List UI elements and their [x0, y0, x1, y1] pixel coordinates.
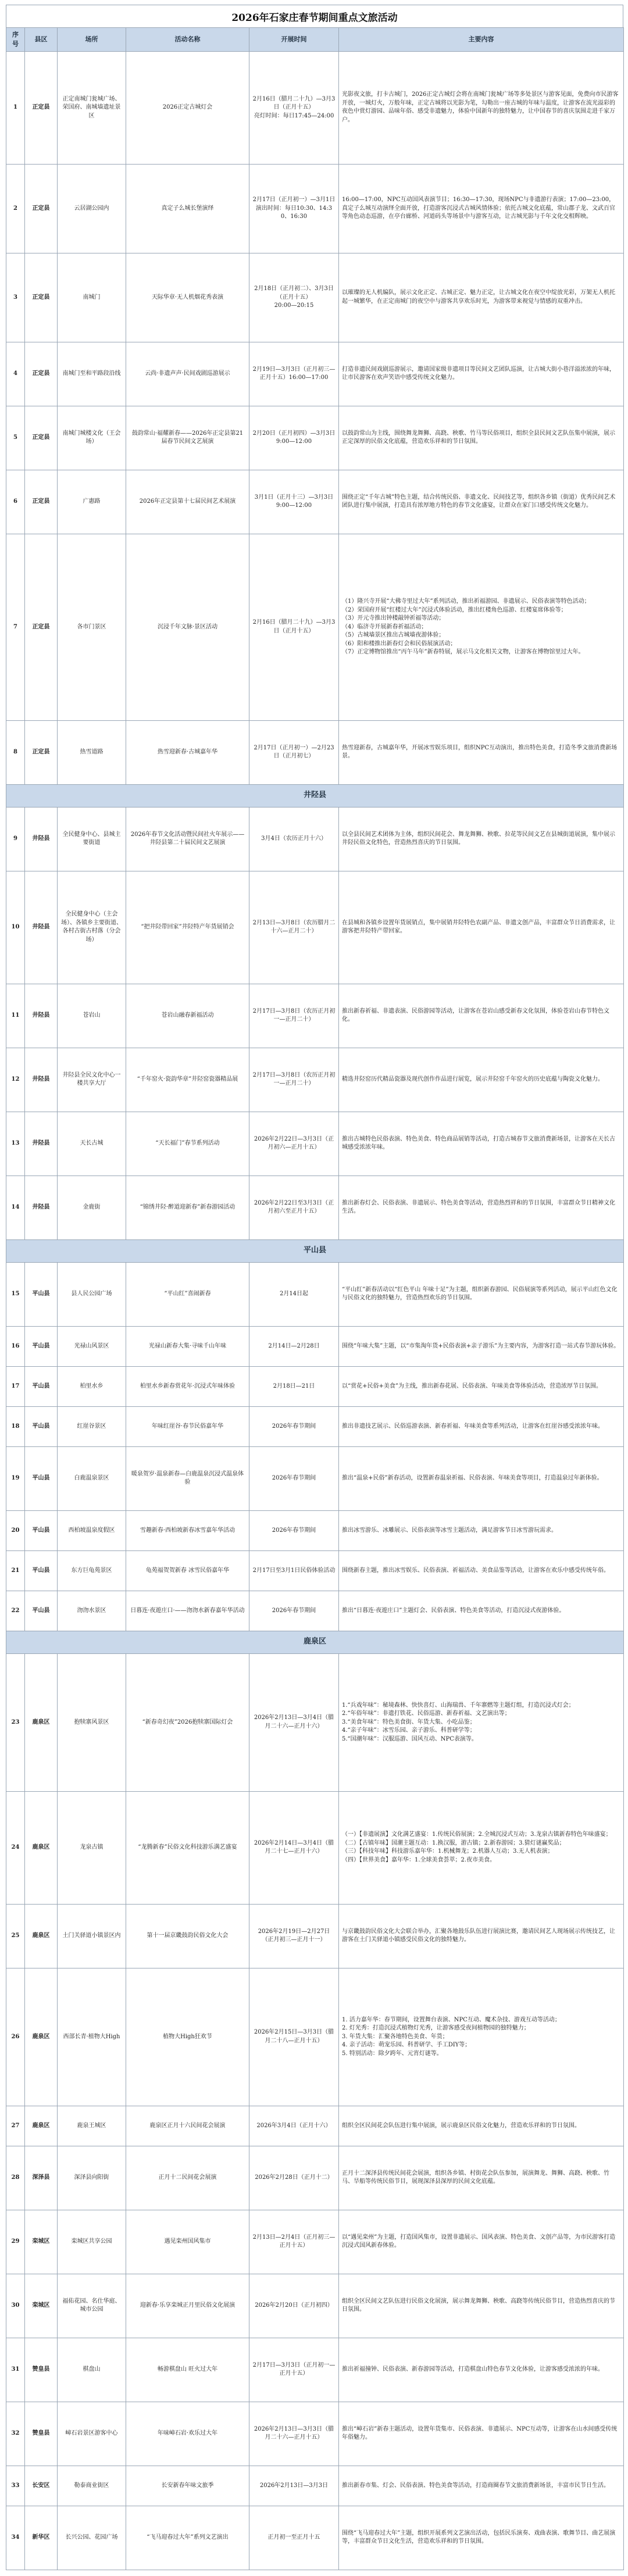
row-time: 2月16日（腊月二十九）—3月3日（正月十五） [249, 534, 339, 720]
row-time: 2月16日（腊月二十九）—3月3日（正月十五） 亮灯时间：每日17:45—24:00 [249, 51, 339, 164]
row-activity-name: 龟苑福贺贺新春 冰雪民俗嘉年华 [126, 1550, 249, 1591]
row-index: 7 [6, 534, 25, 720]
row-time: 2月17日（正月初一）—3月1日 演出时间：每日10:30、14:30、16:30 [249, 164, 339, 253]
table-row [6, 1262, 624, 1326]
row-county: 平山县 [25, 1406, 58, 1446]
table-row [6, 871, 624, 984]
row-county: 平山县 [25, 1446, 58, 1510]
table-row [6, 1550, 624, 1591]
row-activity-name: 暖泉贺岁·温泉新春—白鹿温泉沉浸式温泉体验 [126, 1446, 249, 1510]
row-index: 12 [6, 1048, 25, 1112]
table-header-row [6, 28, 624, 52]
row-venue: 苍岩山 [58, 984, 126, 1048]
row-county: 平山县 [25, 1262, 58, 1326]
row-county: 平山县 [25, 1366, 58, 1406]
row-venue: 正定南城门瓮城广场、荣国府、南城墙遗址景区 [58, 51, 126, 164]
row-venue: 南城门至和平路段沿线 [58, 342, 126, 406]
row-index: 14 [6, 1176, 25, 1239]
row-venue: 南城门 [58, 253, 126, 342]
row-time: 2026年2月28日（正月十二） [249, 2146, 339, 2210]
row-venue: 深泽县向阳街 [58, 2146, 126, 2210]
row-venue: 广惠路 [58, 470, 126, 534]
row-venue: 天长古城 [58, 1112, 126, 1176]
table-row [6, 1510, 624, 1550]
row-content: 推出新春祈福、非遗表演、民俗游园等活动，让游客在苍岩山感受新春文化氛围，体验苍岩山春节特色文化。 [339, 984, 624, 1048]
table-row [6, 1366, 624, 1406]
table-row [6, 164, 624, 253]
row-index: 31 [6, 2338, 25, 2402]
table-row [6, 2506, 624, 2570]
row-index: 25 [6, 1904, 25, 1968]
row-time: 2月17日至3月1日民俗体验活动 [249, 1550, 339, 1591]
row-index: 33 [6, 2466, 25, 2506]
row-activity-name: 植物大High狂欢节 [126, 1968, 249, 2106]
row-content: 推出祈福撞钟、民俗表演、新春游园等活动，打造棋盘山特色春节文化体验，让游客感受浓浓的年味。 [339, 2338, 624, 2402]
row-activity-name: 鼓韵常山·福耀新春——2026年正定县第21届春节民间文艺展演 [126, 406, 249, 470]
row-venue: 井陉县全民文化中心一楼共享大厅 [58, 1048, 126, 1112]
row-activity-name: “新春奇幻夜”2026抱犊寨国际灯会 [126, 1653, 249, 1791]
row-index: 17 [6, 1366, 25, 1406]
row-time: 2026年春节期间 [249, 1446, 339, 1510]
row-county: 正定县 [25, 470, 58, 534]
header-venue: 场所 [58, 28, 126, 52]
row-index: 20 [6, 1510, 25, 1550]
row-activity-name: “龙腾新春”民俗文化科技游乐满艺盛宴 [126, 1791, 249, 1904]
row-activity-name: 日暮连·夜遊庄口·——沕沕水新春嘉年华活动 [126, 1591, 249, 1631]
row-index: 16 [6, 1326, 25, 1366]
row-venue: 鹿泉王城区 [58, 2106, 126, 2146]
table-row [6, 2338, 624, 2402]
table-row [6, 1446, 624, 1510]
row-content: 光影夜文旅，打卡古城门，2026正定古城灯会将在南城门瓮城广场等多处景区与游客见面，免费向市民游客开放，一城灯火，万般年味，正定古城将以光影为笔，勾勒出一座古城的年味与温度，让游客在流光溢彩的夜色中赏灯游园、品味年俗、感受非遗魅力，体验中国新年的独特魅力，让中国春节的喜庆氛围走进千家万户。 [339, 51, 624, 164]
row-activity-name: 鹿泉区正月十六民间花会展演 [126, 2106, 249, 2146]
row-county: 深泽县 [25, 2146, 58, 2210]
row-county: 正定县 [25, 51, 58, 164]
section-title: 井陉县 [6, 784, 624, 807]
row-activity-name: “天长福门”春节系列活动 [126, 1112, 249, 1176]
row-content: 围绕“飞马迎春过大年”主题，组织开展系列文艺演出活动，包括民乐演奏、戏曲表演、歌舞节目、曲艺展演等，丰富群众节日文化生活，营造欢乐祥和的节日氛围。 [339, 2506, 624, 2570]
row-county: 平山县 [25, 1326, 58, 1366]
row-index: 5 [6, 406, 25, 470]
table-row [6, 2402, 624, 2466]
row-activity-name: 柏里水乡新春赏花年·沉浸式年味体验 [126, 1366, 249, 1406]
row-venue: 西部长青·植物大High [58, 1968, 126, 2106]
row-county: 长安区 [25, 2466, 58, 2506]
row-county: 平山县 [25, 1510, 58, 1550]
table-row [6, 2106, 624, 2146]
row-county: 赞皇县 [25, 2402, 58, 2466]
row-venue: 柏里水乡 [58, 1366, 126, 1406]
row-activity-name: “把井陉带回家”井陉特产年货展销会 [126, 871, 249, 984]
row-venue: 棋盘山 [58, 2338, 126, 2402]
row-activity-name: 云尚·非遗声声·民间戏剧巡游展示 [126, 342, 249, 406]
row-venue: 长兴公园、花园广场 [58, 2506, 126, 2570]
row-index: 8 [6, 720, 25, 784]
row-activity-name: 光禄山新春大集·寻味千山年味 [126, 1326, 249, 1366]
row-venue: 光禄山风景区 [58, 1326, 126, 1366]
row-county: 正定县 [25, 342, 58, 406]
row-index: 9 [6, 807, 25, 871]
header-idx: 序号 [6, 28, 25, 52]
row-index: 1 [6, 51, 25, 164]
row-activity-name: “平山红”喜闹新春 [126, 1262, 249, 1326]
row-content: 热雪迎新春，古城嘉年华，开展冰雪娱乐项目，组织NPC互动演出，推出特色美食，打造冬季文旅消费新场景。 [339, 720, 624, 784]
row-activity-name: 年味嶂石岩·欢乐过大年 [126, 2402, 249, 2466]
row-venue: 土门关驿道小镇景区内 [58, 1904, 126, 1968]
row-content: 精选井陉窑历代精品瓷器及现代创作作品进行展览，展示井陉窑千年窑火的历史底蕴与陶瓷文化魅力。 [339, 1048, 624, 1112]
row-time: 2月19日—3月3日（正月初三—正月十五）16:00—17:00 [249, 342, 339, 406]
row-time: 2026年春节期间 [249, 1510, 339, 1550]
table-row [6, 807, 624, 871]
row-activity-name: 畅游棋盘山 旺火过大年 [126, 2338, 249, 2402]
row-index: 24 [6, 1791, 25, 1904]
row-content: 正月十二深泽县传统民间花会展演，组织各乡镇、村街花会队伍参加，展演舞龙、舞狮、高跷、秧歌、竹马、旱船等传统民俗节目，展现深泽县深厚的民间文化底蕴。 [339, 2146, 624, 2210]
row-index: 28 [6, 2146, 25, 2210]
section-title: 鹿泉区 [6, 1631, 624, 1653]
row-index: 15 [6, 1262, 25, 1326]
row-county: 井陉县 [25, 807, 58, 871]
row-activity-name: 沉浸千年文脉·景区活动 [126, 534, 249, 720]
row-county: 正定县 [25, 534, 58, 720]
table-row [6, 1904, 624, 1968]
row-content: 组织全区民间文艺队伍进行民俗文化展演，展示舞龙舞狮、秧歌、高跷等传统民俗节目，营造热烈喜庆的节日氛围。 [339, 2274, 624, 2338]
row-activity-name: 天际华章·无人机烟花秀表演 [126, 253, 249, 342]
row-venue: 抱犊寨风景区 [58, 1653, 126, 1791]
row-county: 鹿泉区 [25, 1904, 58, 1968]
row-time: 2026年2月15日—3月3日（腊月二十八—正月十五） [249, 1968, 339, 2106]
table-row [6, 1176, 624, 1239]
row-county: 鹿泉区 [25, 1653, 58, 1791]
row-venue: 西柏坡温泉度假区 [58, 1510, 126, 1550]
row-time: 3月4日（农历正月十六） [249, 807, 339, 871]
row-time: 2026年3月4日（正月十六） [249, 2106, 339, 2146]
row-county: 平山县 [25, 1591, 58, 1631]
row-activity-name: 苍岩山融春新福活动 [126, 984, 249, 1048]
row-index: 32 [6, 2402, 25, 2466]
table-row [6, 1406, 624, 1446]
header-content: 主要内容 [339, 28, 624, 52]
row-county: 鹿泉区 [25, 1968, 58, 2106]
row-activity-name: 真定子么城长堡演绎 [126, 164, 249, 253]
row-index: 10 [6, 871, 25, 984]
row-time: 2026年2月20日（正月初四） [249, 2274, 339, 2338]
row-county: 鹿泉区 [25, 1791, 58, 1904]
row-index: 21 [6, 1550, 25, 1591]
row-index: 11 [6, 984, 25, 1048]
row-county: 正定县 [25, 164, 58, 253]
table-row [6, 534, 624, 720]
row-county: 新华区 [25, 2506, 58, 2570]
table-row [6, 1791, 624, 1904]
table-row [6, 1653, 624, 1791]
table-row [6, 406, 624, 470]
row-venue: 东方巨龟苑景区 [58, 1550, 126, 1591]
row-time: 2026年2月19日—2月27日（正月初三—正月十一） [249, 1904, 339, 1968]
row-venue: 云居湖公园内 [58, 164, 126, 253]
row-content: 打造非遗民间戏剧巡游展示，邀请国家级非遗项目等民间文艺团队巡演，让古城大街小巷洋溢浓浓的年味，让市民游客在欢声笑语中感受传统文化魅力。 [339, 342, 624, 406]
row-activity-name: “锦绣井陉·醉道迎新春”新春游园活动 [126, 1176, 249, 1239]
row-time: 2026年2月14日—3月4日（腊月二十七—正月十六） [249, 1791, 339, 1904]
header-county: 县区 [25, 28, 58, 52]
row-county: 井陉县 [25, 1048, 58, 1112]
row-index: 2 [6, 164, 25, 253]
row-content: 推出“温泉+民俗”新春活动，设置新春温泉祈福、民俗表演、年味美食等项目，打造温泉过年新体验。 [339, 1446, 624, 1510]
row-index: 29 [6, 2210, 25, 2274]
row-time: 2月18日—21日 [249, 1366, 339, 1406]
row-time: 3月1日（正月十三）—3月3日 9:00—12:00 [249, 470, 339, 534]
section-row [6, 1239, 624, 1262]
row-activity-name: “飞马迎春过大年”系列文艺演出 [126, 2506, 249, 2570]
row-content: “平山红”新春活动以“红色平山 年味十足”为主题，组织新春游园、民俗展演等系列活动，展示平山红色文化与民俗文化的独特魅力，营造热烈欢乐的节日氛围。 [339, 1262, 624, 1326]
row-county: 正定县 [25, 253, 58, 342]
row-venue: 县人民公园广场 [58, 1262, 126, 1326]
row-venue: 金鹿街 [58, 1176, 126, 1239]
row-venue: 嶂石岩景区游客中心 [58, 2402, 126, 2466]
row-time: 2026年2月13日—3月3日（腊月二十六—正月十五） [249, 2402, 339, 2466]
activity-sheet [6, 5, 623, 2570]
row-content: 围绕新春主题，推出冰雪娱乐、民俗表演、祈福活动、美食品鉴等活动，让游客在欢乐中感受传统年俗。 [339, 1550, 624, 1591]
table-row [6, 2146, 624, 2210]
row-time: 2月17日—3月8日（农历正月初一—正月二十） [249, 984, 339, 1048]
row-index: 19 [6, 1446, 25, 1510]
table-row [6, 1048, 624, 1112]
row-content: 1.“兵戏年味”：秘境森林、快快喜灯、山海瑞兽、千年寨燃等主题灯组，打造沉浸式灯会； 2.“年俗年味”：非遗打铁花、民俗巡游、新春祈福、文艺演出等； 3.“美食年味”：特色美食街、年货大集、小吃品鉴； 4.“亲子年味”：冰雪乐园、亲子游乐、科普研学等； 5.“国潮年味”：汉服巡游、国风互动、NPC表演等。 [339, 1653, 624, 1791]
header-time: 开展时间 [249, 28, 339, 52]
row-content: 与京畿鼓韵民俗文化大会联合举办，汇聚各地鼓乐队伍进行展演比赛，邀请民间艺人现场展示传统技艺，让游客在土门关驿道小镇感受民俗文化的独特魅力。 [339, 1904, 624, 1968]
row-index: 22 [6, 1591, 25, 1631]
row-content: 在县城和各镇乡设置年货展销点，集中展销井陉特色农副产品、非遗文创产品，丰富群众节日消费需求，让游客把井陉特产带回家。 [339, 871, 624, 984]
row-county: 平山县 [25, 1550, 58, 1591]
row-county: 栾城区 [25, 2210, 58, 2274]
row-content: 推出新春市集、灯会、民俗表演、特色美食等活动，打造商圈春节文旅消费新场景，丰富市民节日生活。 [339, 2466, 624, 2506]
row-venue: 全民健身中心、县城主要街道 [58, 807, 126, 871]
row-time: 2026年2月22日—3月3日（正月初六—正月十五） [249, 1112, 339, 1176]
row-venue: 勒泰商业街区 [58, 2466, 126, 2506]
row-county: 正定县 [25, 720, 58, 784]
row-time: 2月14日—2月28日 [249, 1326, 339, 1366]
row-venue: 福佑花园、名仕华庭、城市公园 [58, 2274, 126, 2338]
table-row [6, 2466, 624, 2506]
table-row [6, 1591, 624, 1631]
table-row [6, 51, 624, 164]
row-activity-name: 长安新春年味文旅季 [126, 2466, 249, 2506]
row-time: 2月17日—3月3日（正月初一—正月十五） [249, 2338, 339, 2402]
row-county: 井陉县 [25, 984, 58, 1048]
row-venue: 沕沕水景区 [58, 1591, 126, 1631]
row-index: 27 [6, 2106, 25, 2146]
table-row [6, 984, 624, 1048]
row-content: 围绕正定“千年古城”特色主题，结合传统民俗、非遗文化、民间技艺等，组织各乡镇（街道）优秀民间艺术团队进行集中展演，打造具有浓厚地方特色的春节文化盛宴，让群众在家门口感受传统文化魅力。 [339, 470, 624, 534]
row-index: 23 [6, 1653, 25, 1791]
table-row [6, 2210, 624, 2274]
row-content: 以鼓韵常山为主线，围绕舞龙舞狮、高跷、秧歌、竹马等民俗项目，组织全县民间文艺队伍集中展演，展示正定深厚的民俗文化底蕴，营造欢乐祥和的节日氛围。 [339, 406, 624, 470]
row-content: 组织全区民间花会队伍进行集中展演，展示鹿泉区民俗文化魅力，营造欢乐祥和的节日氛围。 [339, 2106, 624, 2146]
row-activity-name: 雪趣新春·西柏坡新春冰雪嘉年华活动 [126, 1510, 249, 1550]
row-county: 赞皇县 [25, 2338, 58, 2402]
row-time: 2026年春节期间 [249, 1406, 339, 1446]
table-body [6, 51, 624, 2570]
row-content: 推出“嶂石岩”新春主题活动，设置年货集市、民俗表演、非遗展示、NPC互动等，让游客在山水间感受传统年俗魅力。 [339, 2402, 624, 2466]
table-row [6, 1112, 624, 1176]
row-county: 鹿泉区 [25, 2106, 58, 2146]
row-index: 6 [6, 470, 25, 534]
table-row [6, 1326, 624, 1366]
row-time: 正月初一至正月十五 [249, 2506, 339, 2570]
row-county: 井陉县 [25, 1112, 58, 1176]
row-index: 18 [6, 1406, 25, 1446]
header-name: 活动名称 [126, 28, 249, 52]
row-venue: 各市门景区 [58, 534, 126, 720]
row-county: 栾城区 [25, 2274, 58, 2338]
row-time: 2月13日—2月4日（正月初三—正月十五） [249, 2210, 339, 2274]
row-time: 2月18日（正月初二）、3月3日（正月十五） 20:00—20:15 [249, 253, 339, 342]
row-index: 13 [6, 1112, 25, 1176]
row-venue: 龙泉古镇 [58, 1791, 126, 1904]
row-time: 2026年2月13日—3月3日 [249, 2466, 339, 2506]
row-content: 推出新春灯会、民俗表演、非遗展示、特色美食等活动，营造热烈祥和的节日氛围，丰富群众节日精神文化生活。 [339, 1176, 624, 1239]
row-activity-name: 年味红崖谷·春节民俗嘉年华 [126, 1406, 249, 1446]
row-venue: 热雪道路 [58, 720, 126, 784]
row-activity-name: 2026年春节文化活动暨民间社火年展示——井陉县第二十届民间文艺展演 [126, 807, 249, 871]
row-venue: 红崖谷景区 [58, 1406, 126, 1446]
row-index: 26 [6, 1968, 25, 2106]
row-county: 井陉县 [25, 871, 58, 984]
page-title: 2026年石家庄春节期间重点文旅活动 [6, 5, 623, 27]
row-venue: 南城门城楼文化（王会场） [58, 406, 126, 470]
row-activity-name: 热雪迎新春·古城嘉年华 [126, 720, 249, 784]
row-time: 2026年春节期间 [249, 1591, 339, 1631]
row-time: 2月20日（正月初四）—3月3日 9:00—12:00 [249, 406, 339, 470]
row-index: 4 [6, 342, 25, 406]
section-title: 平山县 [6, 1239, 624, 1262]
row-county: 正定县 [25, 406, 58, 470]
row-activity-name: 2026正定古城灯会 [126, 51, 249, 164]
row-content: 围绕“年味大集”主题，以“市集淘年货+民俗表演+亲子游乐”为主要内容，为游客打造一站式春节游玩体验。 [339, 1326, 624, 1366]
section-row [6, 1631, 624, 1653]
row-activity-name: 遇见栾州国风集市 [126, 2210, 249, 2274]
row-venue: 白鹿温泉景区 [58, 1446, 126, 1510]
row-content: 推出古城特色民俗表演、特色美食、特色商品展销等活动，打造古城春节文旅消费新场景，让游客在天长古城感受浓浓年味。 [339, 1112, 624, 1176]
row-content: 以璀璨的无人机编队，展示文化正定、古城正定、魅力正定，让古城文化在夜空中绽放光彩，万架无人机托起一城繁华，在正定南城门的夜空中与游客共享欢乐时光，为游客带来视觉与情感的双重冲击。 [339, 253, 624, 342]
table-row [6, 342, 624, 406]
row-content: 以“赏花+民俗+美食”为主线，推出新春花展、民俗表演、年味美食等体验活动，营造浓厚节日氛围。 [339, 1366, 624, 1406]
row-index: 34 [6, 2506, 25, 2570]
table-row [6, 1968, 624, 2106]
row-time: 2026年2月22日至3月3日（正月初六至正月十五） [249, 1176, 339, 1239]
row-time: 2026年2月13日—3月4日（腊月二十六—正月十六） [249, 1653, 339, 1791]
activities-table [6, 27, 624, 2570]
row-activity-name: 迎新春·乐享栾城正月里民俗文化展演 [126, 2274, 249, 2338]
row-content: 推出冰雪游乐、冰雕展示、民俗表演等冰雪主题活动，满足游客节日冰雪游玩需求。 [339, 1510, 624, 1550]
row-content: 推出“日暮连·夜遊庄口”主题灯会、民俗表演、特色美食等活动，打造沉浸式夜游体验。 [339, 1591, 624, 1631]
row-content: 16:00—17:00，NPC互动国风表演节目；16:30—17:30，现场NPC与非遗游行表演；17:00—23:00，真定子么城互动演绎全面开放，打造游客沉浸式古城风情体验；依托古城文化底蕴，常山郡子龙、文武百官等角色动态巡游，在亭台廊桥、河道码头等场景中与游客互动，让古城光影与千年文化交相辉映。 [339, 164, 624, 253]
row-time: 2月14日起 [249, 1262, 339, 1326]
row-index: 30 [6, 2274, 25, 2338]
row-activity-name: 2026年正定县第十七届民间艺术展演 [126, 470, 249, 534]
row-venue: 栾城区共享公园 [58, 2210, 126, 2274]
row-activity-name: 第十一届京畿鼓韵民俗文化大会 [126, 1904, 249, 1968]
row-time: 2月17日（正月初一）—2月23日（正月初七） [249, 720, 339, 784]
row-time: 2月17日—3月8日（农历正月初一—正月二十） [249, 1048, 339, 1112]
table-row [6, 2274, 624, 2338]
row-content: 以“遇见栾州”为主题，打造国风集市，设置非遗展示、国风表演、特色美食、文创产品等，为市民游客打造沉浸式国风新春体验。 [339, 2210, 624, 2274]
table-row [6, 720, 624, 784]
table-row [6, 253, 624, 342]
row-content: （一）【非遗展演】文化满艺盛宴：1.传统民俗展演；2.全城沉浸式互动；3.龙泉古镇新春特色年味盛宴； （二）【古镇年味】国潮主题互动：1.换汉服，游古镇；2.新春游园；3.猜灯谜赢奖品； （三）【科技年味】科技游乐嘉年华：1.机械舞龙；2.机器人互动；3.无人机表演； （四）【世界美食】嘉年华：1.全球美食荟萃；2.夜市美食。 [339, 1791, 624, 1904]
row-activity-name: 正月十二民间花会展演 [126, 2146, 249, 2210]
row-content: 1. 活力嘉年华：春节期间，设置舞台表演、NPC互动、魔术杂技、游戏互动等活动； 2. 灯光秀：打造沉浸式植物灯光秀，让游客感受夜间植物园的独特魅力； 3. 年货大集：汇聚各地特色美食、年货； 4. 亲子活动：萌宠乐园、科普研学、手工DIY等； 5. 特别活动：除夕跨年、元宵灯谜等。 [339, 1968, 624, 2106]
row-time: 2月13日—3月8日（农历腊月二十六—正月二十） [249, 871, 339, 984]
row-index: 3 [6, 253, 25, 342]
row-venue: 全民健身中心（主会场）、各镇乡主要街道、各村古街古村落（分会场） [58, 871, 126, 984]
row-content: （1）隆兴寺开展“大佛寺里过大年”系列活动，推出祈福游园、非遗展示、民俗表演等特色活动； （2）荣国府开展“红楼过大年”沉浸式体验活动，推出红楼角色巡游、红楼宴席体验等； （3）开元寺推出钟楼敲钟祈福等活动； （4）临济寺开展新春祈福活动； （5）古城墙景区推出古城墙夜游体验； （6）阳和楼推出新春灯会和民俗展演活动； （7）正定博物馆推出“丙午马年”新春特展，展示马文化相关文物，让游客在博物馆里过大年。 [339, 534, 624, 720]
section-row [6, 784, 624, 807]
row-county: 井陉县 [25, 1176, 58, 1239]
row-activity-name: “千年窑火·瓷韵华章”井陉窑瓷器精品展 [126, 1048, 249, 1112]
row-content: 以全县民间艺术团体为主体，组织民间花会、舞龙舞狮、秧歌、拉花等民间文艺在县城街道展演，集中展示井陉民俗文化特色，营造热烈喜庆的节日氛围。 [339, 807, 624, 871]
table-row [6, 470, 624, 534]
row-content: 推出非遗技艺展示、民俗巡游表演、新春祈福、年味美食等系列活动，让游客在红崖谷感受浓浓年味。 [339, 1406, 624, 1446]
